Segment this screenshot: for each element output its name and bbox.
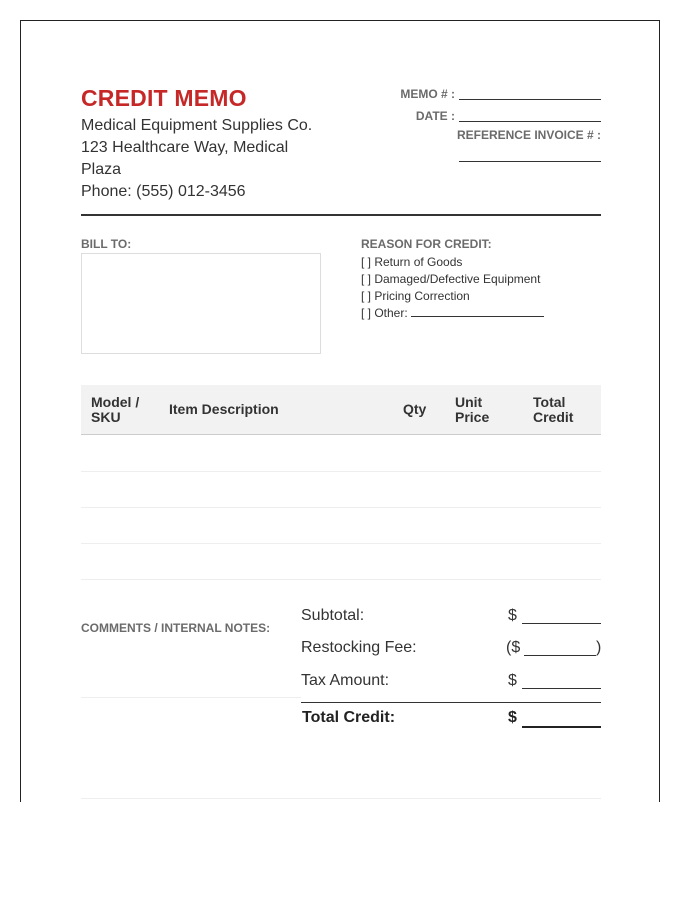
reason-other-field[interactable] [411, 305, 544, 317]
reason-for-credit-label: REASON FOR CREDIT: [361, 237, 492, 251]
reason-option-damaged[interactable]: [ ] Damaged/Defective Equipment [361, 272, 541, 286]
subtotal-field[interactable] [522, 623, 601, 624]
total-divider [301, 702, 601, 703]
column-model-sku: Model / SKU [91, 394, 140, 425]
comments-line[interactable] [81, 697, 301, 698]
date-field[interactable] [459, 121, 601, 122]
date-label: DATE : [415, 109, 455, 123]
memo-number-field[interactable] [459, 99, 601, 100]
restocking-fee-field[interactable] [524, 655, 596, 656]
company-phone: Phone: (555) 012-3456 [81, 183, 246, 200]
reason-option-other[interactable] [361, 305, 544, 322]
bill-to-box[interactable] [81, 253, 321, 354]
items-table-header [81, 385, 601, 435]
total-credit-field[interactable] [522, 726, 601, 728]
memo-number-label: MEMO # : [400, 87, 455, 101]
column-item-description: Item Description [169, 401, 279, 417]
reason-option-return[interactable]: [ ] Return of Goods [361, 255, 463, 269]
tax-amount-field[interactable] [522, 688, 601, 689]
restocking-fee-paren: ) [596, 639, 602, 656]
comments-line[interactable] [81, 798, 601, 799]
tax-amount-currency: $ [508, 672, 517, 689]
company-address: 123 Healthcare Way, Medical Plaza [81, 139, 289, 178]
company-info [81, 115, 331, 203]
subtotal-currency: $ [508, 607, 517, 624]
header-divider [81, 214, 601, 216]
subtotal-label: Subtotal: [301, 607, 365, 624]
credit-memo-page [20, 20, 660, 802]
reference-invoice-field[interactable] [459, 161, 601, 162]
restocking-fee-currency: ($ [506, 639, 521, 656]
reason-option-pricing[interactable]: [ ] Pricing Correction [361, 289, 470, 303]
total-credit-currency: $ [508, 709, 517, 726]
total-credit-label: Total Credit: [302, 709, 396, 726]
reference-invoice-label: REFERENCE INVOICE # : [456, 128, 601, 142]
comments-label: COMMENTS / INTERNAL NOTES: [81, 621, 271, 635]
bill-to-label: BILL TO: [81, 237, 132, 251]
tax-amount-label: Tax Amount: [301, 672, 390, 689]
table-row[interactable] [81, 471, 601, 472]
restocking-fee-label: Restocking Fee: [301, 639, 417, 656]
column-qty: Qty [403, 401, 427, 417]
document-title: CREDIT MEMO [81, 85, 247, 111]
table-row[interactable] [81, 543, 601, 544]
reason-option-other-label: [ ] Other: [361, 306, 408, 320]
table-row[interactable] [81, 507, 601, 508]
column-unit-price: Unit Price [455, 394, 490, 425]
company-name: Medical Equipment Supplies Co. [81, 117, 313, 134]
column-total-credit: Total Credit [533, 394, 574, 425]
reason-options [361, 254, 544, 322]
table-row[interactable] [81, 579, 601, 580]
